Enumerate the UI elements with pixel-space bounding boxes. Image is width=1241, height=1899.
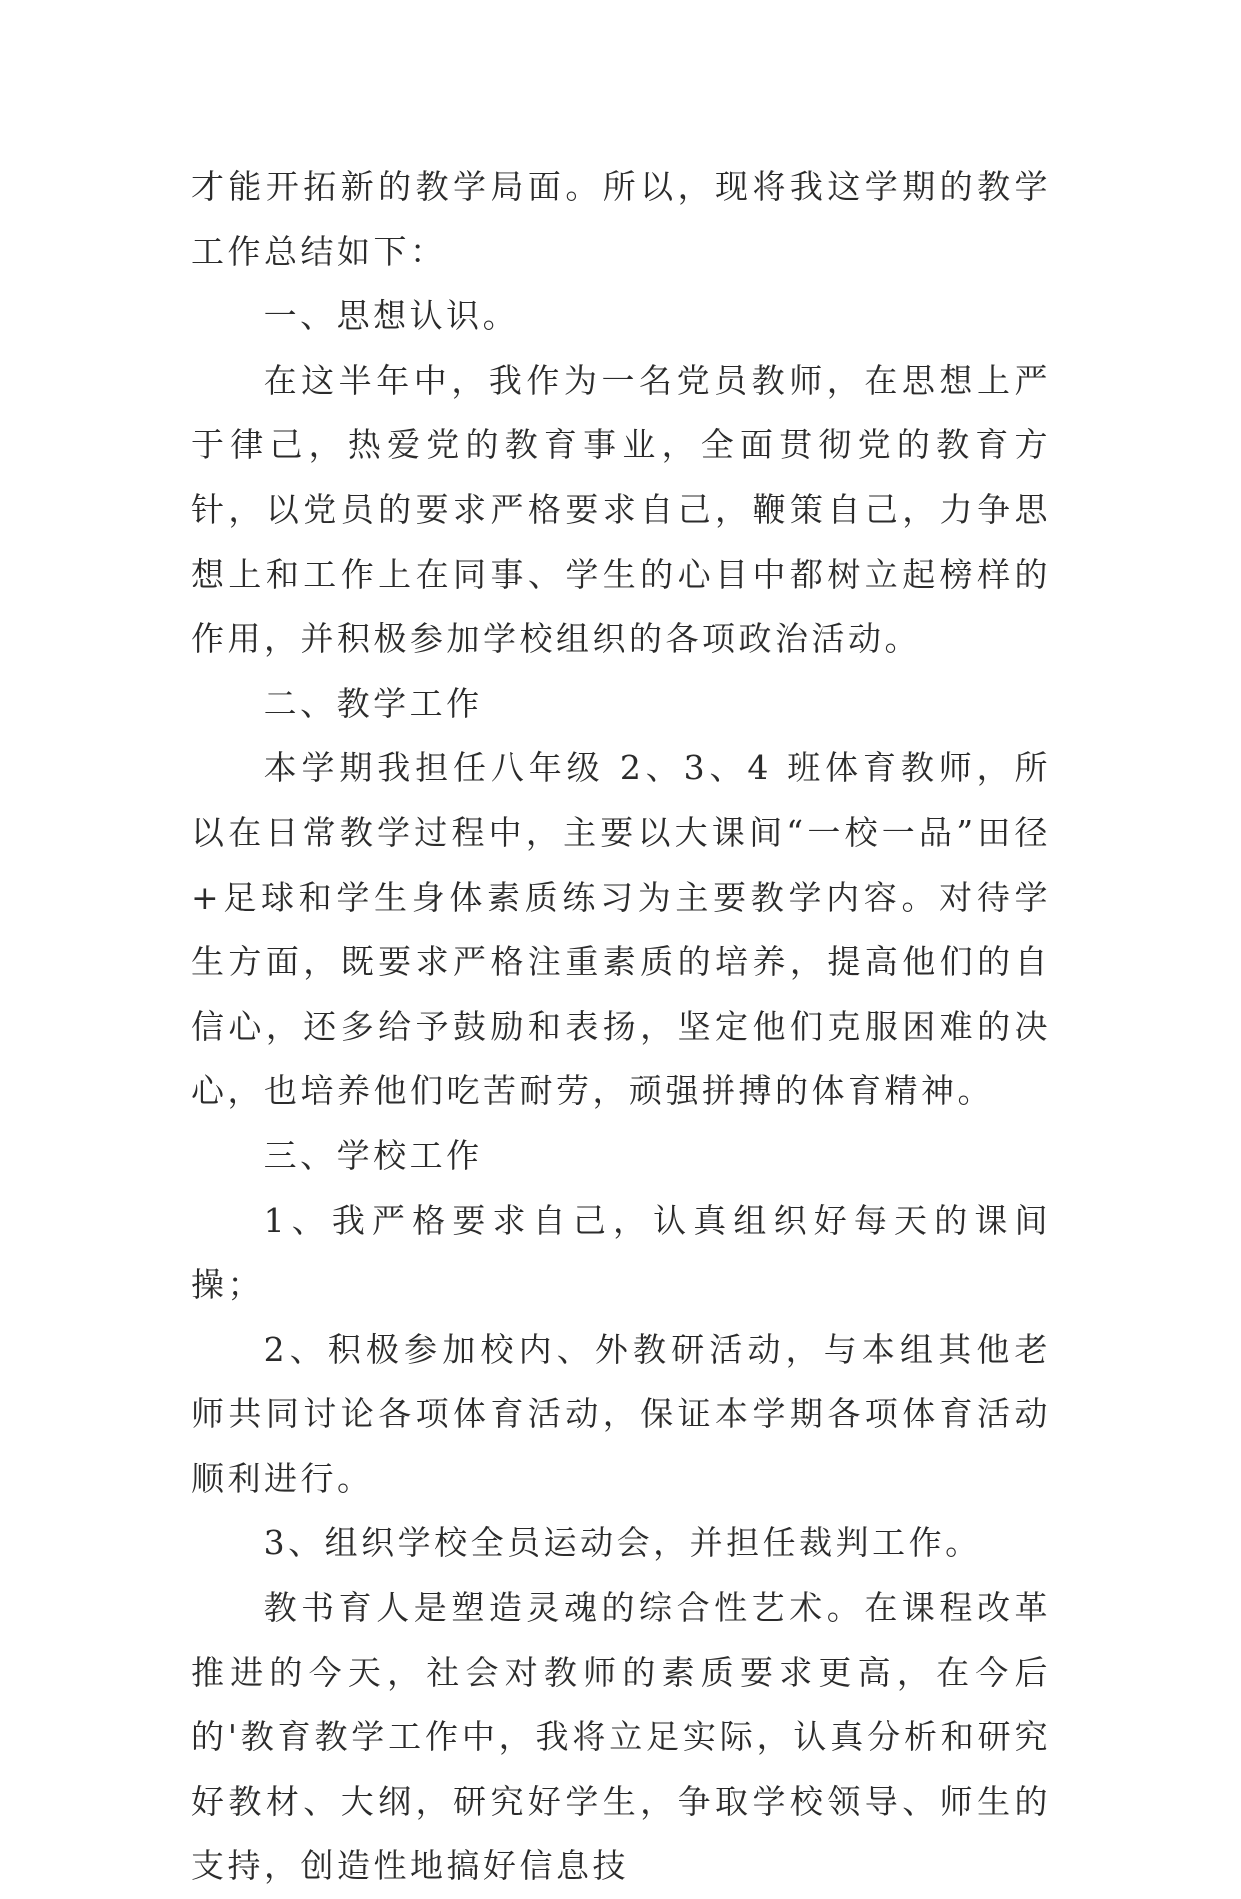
paragraph-ideology: 在这半年中，我作为一名党员教师，在思想上严于律己，热爱党的教育事业，全面贯彻党的教育方针，以党员的要求严格要求自己，鞭策自己，力争思想上和工作上在同事、学生的心目中都树立起榜样的作用，并积极参加学校组织的各项政治活动。 bbox=[191, 360, 1051, 659]
paragraph-intro-continuation: 才能开拓新的教学局面。所以，现将我这学期的教学工作总结如下： bbox=[191, 167, 1051, 271]
heading-teaching-work: 二、教学工作 bbox=[263, 683, 483, 723]
list-item-2: 2、积极参加校内、外教研活动，与本组其他老师共同讨论各项体育活动，保证本学期各项体育活动顺利进行。 bbox=[191, 1329, 1051, 1498]
heading-ideology: 一、思想认识。 bbox=[263, 296, 520, 336]
heading-school-work: 三、学校工作 bbox=[263, 1135, 483, 1175]
paragraph-teaching-work: 本学期我担任八年级 2、3、4 班体育教师，所以在日常教学过程中，主要以大课间“一校一品”田径+足球和学生身体素质练习为主要教学内容。对待学生方面，既要求严格注重素质的培养，提高他们的自信心，还多给予鼓励和表扬，坚定他们克服困难的决心，也培养他们吃苦耐劳，顽强拼搏的体育精神。 bbox=[191, 748, 1051, 1111]
list-item-3: 3、组织学校全员运动会，并担任裁判工作。 bbox=[263, 1523, 982, 1563]
document-body bbox=[191, 155, 1051, 1899]
paragraph-conclusion: 教书育人是塑造灵魂的综合性艺术。在课程改革推进的今天，社会对教师的素质要求更高，在今后的'教育教学工作中，我将立足实际，认真分析和研究好教材、大纲，研究好学生，争取学校领导、师生的支持，创造性地搞好信息技 bbox=[191, 1588, 1051, 1886]
list-item-1: 1、我严格要求自己，认真组织好每天的课间操； bbox=[191, 1200, 1051, 1305]
